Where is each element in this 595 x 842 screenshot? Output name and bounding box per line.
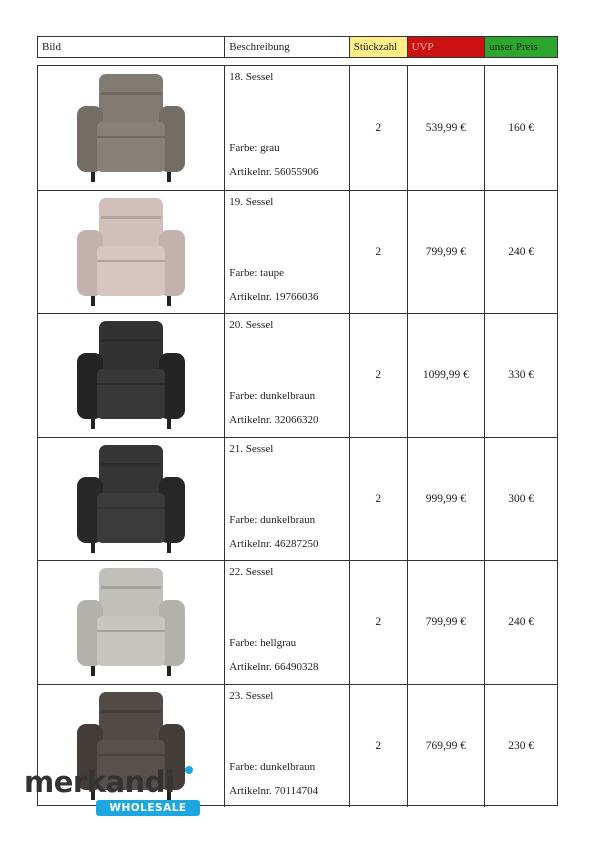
our-price-cell: 240 € <box>484 191 557 314</box>
uvp-cell: 799,99 € <box>407 191 485 314</box>
our-price-cell: 330 € <box>484 314 557 437</box>
product-title: 22. Sessel <box>229 566 274 578</box>
product-color: Farbe: hellgrau <box>229 637 297 649</box>
product-color: Farbe: taupe <box>229 266 284 279</box>
armchair-lightgrey-icon <box>69 564 193 680</box>
description-cell <box>224 438 349 561</box>
description-cell <box>224 314 349 437</box>
quantity-cell: 2 <box>349 685 407 808</box>
uvp-cell: 999,99 € <box>407 438 485 561</box>
product-title: 21. Sessel <box>229 442 274 455</box>
watermark-dot-icon <box>180 765 198 789</box>
description-cell <box>224 66 349 190</box>
article-number: Artikelnr. 32066320 <box>229 414 319 426</box>
article-number: Artikelnr. 46287250 <box>229 537 319 550</box>
product-image-cell <box>38 66 224 190</box>
product-image-cell <box>38 191 224 314</box>
header-uvp: UVP <box>407 37 485 57</box>
our-price-cell: 160 € <box>484 66 557 190</box>
article-number: Artikelnr. 19766036 <box>229 290 319 303</box>
our-price-cell: 230 € <box>484 685 557 808</box>
header-our-price: unser Preis <box>484 37 557 57</box>
quantity-cell: 2 <box>349 561 407 684</box>
watermark-brand: merkandi <box>24 765 175 799</box>
product-title: 19. Sessel <box>229 195 274 208</box>
product-color: Farbe: dunkelbraun <box>229 760 316 773</box>
product-title: 20. Sessel <box>229 319 274 331</box>
product-color: Farbe: grau <box>229 142 280 154</box>
armchair-taupe-icon <box>69 194 193 310</box>
product-table <box>37 65 558 806</box>
article-number: Artikelnr. 56055906 <box>229 166 319 178</box>
article-number: Artikelnr. 70114704 <box>229 784 319 797</box>
table-row <box>38 313 557 437</box>
quantity-cell: 2 <box>349 191 407 314</box>
watermark-badge: WHOLESALE <box>96 800 200 816</box>
uvp-cell: 799,99 € <box>407 561 485 684</box>
description-cell <box>224 685 349 808</box>
table-header <box>37 36 558 58</box>
armchair-darkbrown-icon <box>69 441 193 557</box>
our-price-cell: 300 € <box>484 438 557 561</box>
product-color: Farbe: dunkelbraun <box>229 513 316 526</box>
quantity-cell: 2 <box>349 438 407 561</box>
product-color: Farbe: dunkelbraun <box>229 390 316 402</box>
uvp-cell: 1099,99 € <box>407 314 485 437</box>
product-image-cell <box>38 314 224 437</box>
armchair-darkbrown-icon <box>69 317 193 433</box>
product-image-cell <box>38 561 224 684</box>
header-description: Beschreibung <box>224 37 349 57</box>
product-title: 18. Sessel <box>229 71 274 83</box>
description-cell <box>224 191 349 314</box>
our-price-cell: 240 € <box>484 561 557 684</box>
header-image: Bild <box>42 41 61 53</box>
product-image-cell <box>38 438 224 561</box>
description-cell <box>224 561 349 684</box>
table-row <box>38 437 557 561</box>
product-title: 23. Sessel <box>229 689 274 702</box>
uvp-cell: 769,99 € <box>407 685 485 808</box>
header-quantity: Stückzahl <box>349 37 407 57</box>
table-row <box>38 190 557 314</box>
table-row <box>38 560 557 684</box>
armchair-grey-icon <box>69 70 193 186</box>
quantity-cell: 2 <box>349 314 407 437</box>
quantity-cell: 2 <box>349 66 407 190</box>
uvp-cell: 539,99 € <box>407 66 485 190</box>
merkandi-watermark <box>24 765 194 820</box>
article-number: Artikelnr. 66490328 <box>229 661 319 673</box>
table-row <box>38 66 557 190</box>
